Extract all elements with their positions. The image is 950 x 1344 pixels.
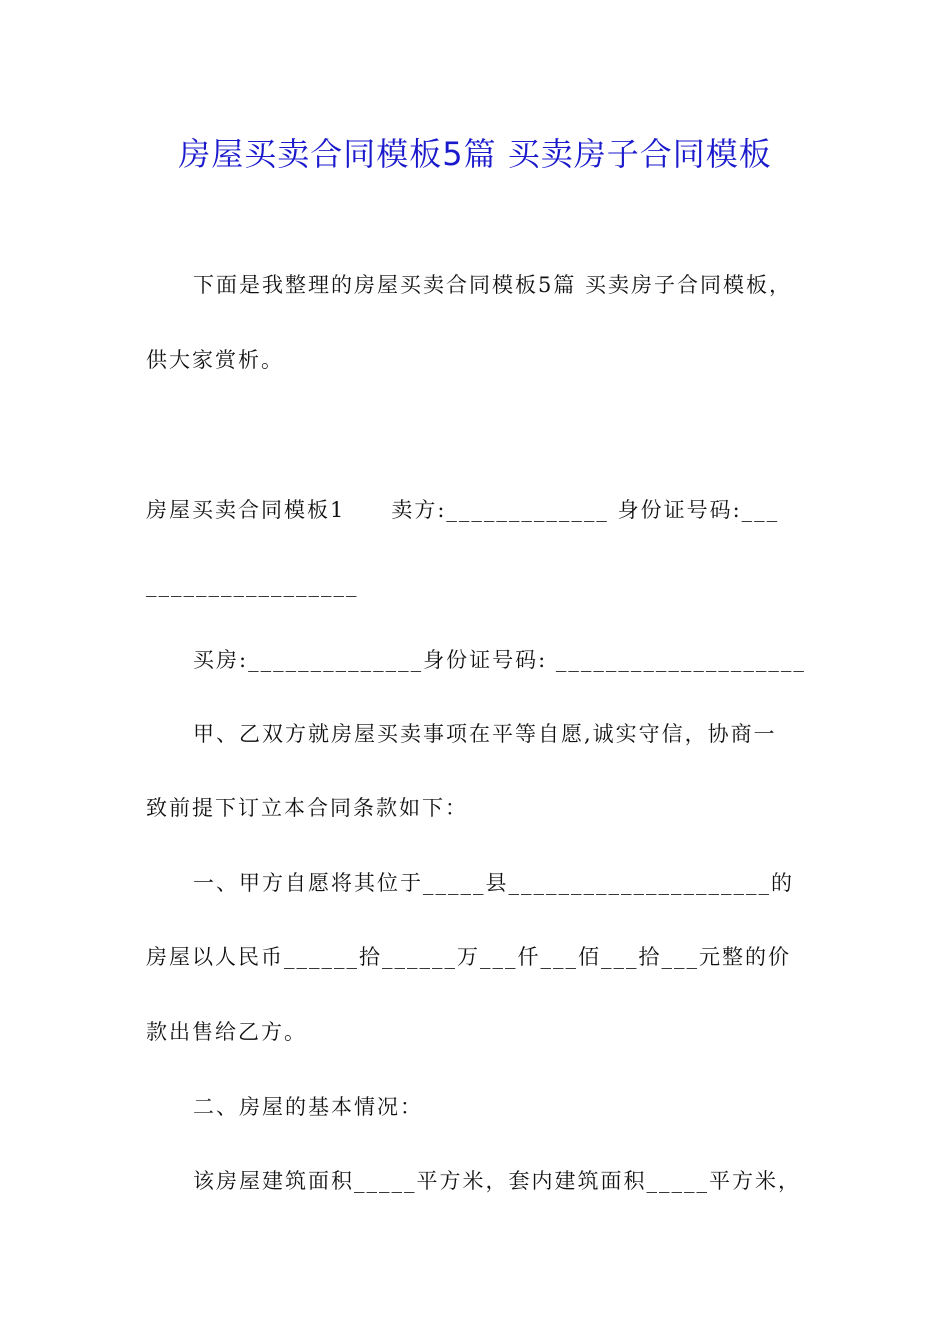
paragraph-line: _________________: [146, 573, 359, 597]
paragraph-line: 买房:______________身份证号码: ____________________: [193, 648, 806, 672]
paragraph-line: 该房屋建筑面积_____平方米，套内建筑面积_____平方米，: [193, 1169, 801, 1193]
paragraph-line: 房屋买卖合同模板1 卖方:_____________ 身份证号码:___: [146, 498, 780, 522]
paragraph-line: 款出售给乙方。: [146, 1020, 307, 1044]
paragraph-line: 一、甲方自愿将其位于_____县_____________________的: [193, 871, 794, 895]
paragraph-line: 二、房屋的基本情况：: [193, 1095, 423, 1119]
paragraph-line: 房屋以人民币______拾______万___仟___佰___拾___元整的价: [146, 945, 791, 969]
paragraph-line: 致前提下订立本合同条款如下：: [146, 796, 468, 820]
paragraph-line: 供大家赏析。: [146, 348, 284, 372]
document-title: 房屋买卖合同模板5篇 买卖房子合同模板: [178, 135, 772, 173]
paragraph-line: 下面是我整理的房屋买卖合同模板5篇 买卖房子合同模板，: [193, 273, 793, 297]
paragraph-line: 甲、乙双方就房屋买卖事项在平等自愿,诚实守信，协商一: [193, 722, 777, 746]
